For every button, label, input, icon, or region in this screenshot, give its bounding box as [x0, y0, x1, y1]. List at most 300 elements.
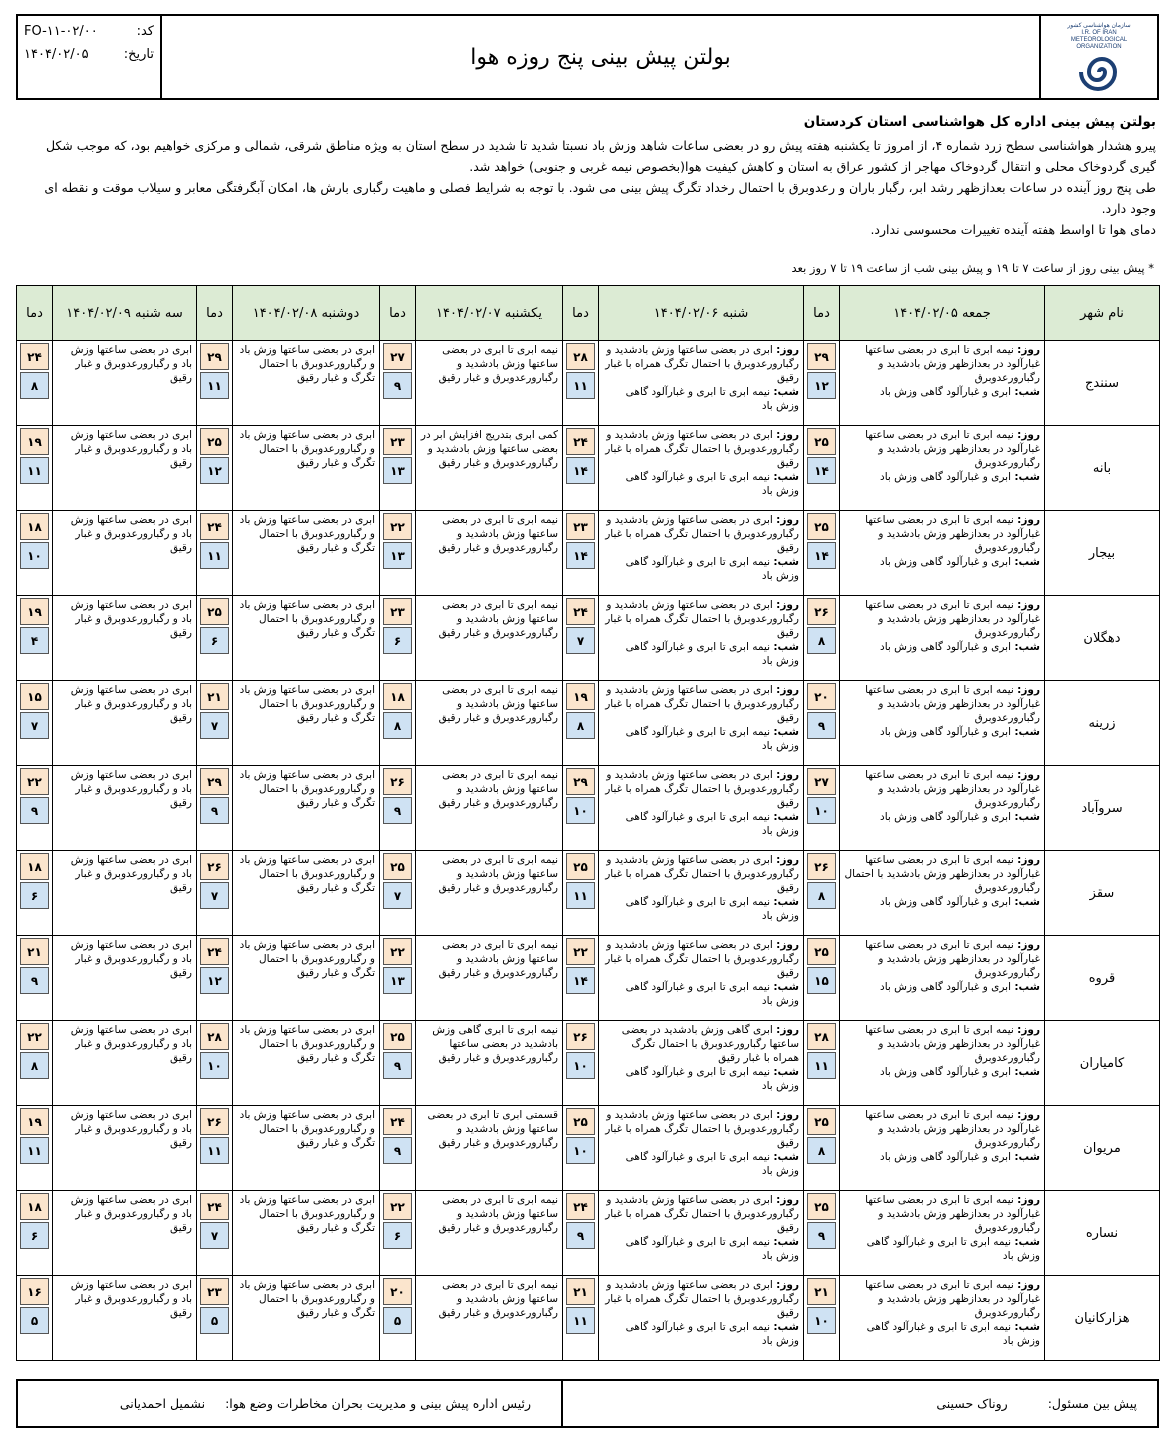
day-label: روز: [776, 344, 799, 356]
temp-cell [804, 851, 840, 936]
max-temp: ۲۴ [383, 1108, 412, 1135]
max-temp: ۱۹ [20, 1108, 49, 1135]
night-forecast: نیمه ابری تا ابری و غبارآلود گاهی وزش باد [625, 896, 799, 922]
min-temp: ۹ [383, 1052, 412, 1079]
forecast-cell: ابری در بعضی ساعتها وزش باد و رگبارورعدوبرق و غبار رقیق [53, 511, 197, 596]
day-label: روز: [1017, 1024, 1040, 1036]
min-temp: ۶ [383, 627, 412, 654]
head-box [18, 1381, 561, 1426]
table-row [17, 596, 1160, 681]
temp-cell [197, 851, 233, 936]
forecast-cell [599, 681, 804, 766]
max-temp: ۲۵ [807, 1108, 836, 1135]
min-temp: ۱۱ [200, 372, 229, 399]
max-temp: ۲۸ [566, 343, 595, 370]
forecaster-box [561, 1381, 1157, 1426]
city-name: نساره [1045, 1191, 1160, 1276]
forecast-cell: نیمه ابری تا ابری در بعضی ساعتها وزش بادشدید و رگبارورعدوبرق و غبار رقیق [416, 851, 563, 936]
day-header: شنبه ۱۴۰۴/۰۲/۰۶ [599, 286, 804, 341]
max-temp: ۱۸ [20, 1193, 49, 1220]
min-temp: ۱۴ [807, 457, 836, 484]
max-temp: ۲۵ [383, 853, 412, 880]
night-forecast: نیمه ابری تا ابری و غبارآلود گاهی وزش باد [625, 471, 799, 497]
forecast-cell: نیمه ابری تا ابری در بعضی ساعتها وزش بادشدید و رگبارورعدوبرق و غبار رقیق [416, 1276, 563, 1361]
temp-cell [197, 766, 233, 851]
forecast-cell [599, 1191, 804, 1276]
max-temp: ۲۶ [807, 598, 836, 625]
max-temp: ۲۲ [383, 1193, 412, 1220]
max-temp: ۲۵ [383, 1023, 412, 1050]
max-temp: ۱۶ [20, 1278, 49, 1305]
max-temp: ۲۵ [566, 853, 595, 880]
forecast-cell [840, 1106, 1045, 1191]
forecast-cell [599, 851, 804, 936]
city-name: کامیاران [1045, 1021, 1160, 1106]
day-label: روز: [1017, 1194, 1040, 1206]
max-temp: ۲۴ [566, 598, 595, 625]
max-temp: ۲۴ [566, 428, 595, 455]
night-forecast: ابری و غبارآلود گاهی وزش باد [880, 641, 1012, 653]
forecast-cell [840, 1021, 1045, 1106]
max-temp: ۲۲ [566, 938, 595, 965]
forecast-cell: کمی ابری بتدریج افزایش ابر در بعضی ساعتها وزش بادشدید و رگبارورعدوبرق و غبار رقیق [416, 426, 563, 511]
night-label: شب: [773, 1321, 799, 1333]
forecast-cell: ابری در بعضی ساعتها وزش باد و رگبارورعدوبرق و غبار رقیق [53, 426, 197, 511]
min-temp: ۱۴ [566, 967, 595, 994]
organization-logo [1041, 16, 1157, 98]
forecast-cell: ابری در بعضی ساعتها وزش باد و رگبارورعدوبرق با احتمال تگرگ و غبار رقیق [233, 1021, 380, 1106]
night-label: شب: [773, 981, 799, 993]
day-forecast: نیمه ابری تا ابری در بعضی ساعتها غبارآلود در بعدازظهر وزش بادشدید و رگبارورعدوبرق [865, 344, 1040, 384]
max-temp: ۱۹ [20, 428, 49, 455]
city-name: بانه [1045, 426, 1160, 511]
night-label: شب: [1014, 471, 1040, 483]
night-label: شب: [773, 641, 799, 653]
max-temp: ۲۶ [807, 853, 836, 880]
temp-cell [563, 1021, 599, 1106]
page-title: بولتن پیش بینی پنج روزه هوا [162, 16, 1041, 98]
max-temp: ۲۵ [200, 428, 229, 455]
forecast-table [16, 285, 1160, 1361]
temp-cell [563, 681, 599, 766]
day-label: روز: [1017, 429, 1040, 441]
forecast-cell: ابری در بعضی ساعتها وزش باد و رگبارورعدوبرق با احتمال تگرگ و غبار رقیق [233, 1276, 380, 1361]
min-temp: ۱۱ [200, 1137, 229, 1164]
forecast-cell [599, 766, 804, 851]
max-temp: ۲۲ [20, 1023, 49, 1050]
min-temp: ۱۳ [383, 967, 412, 994]
min-temp: ۱۲ [200, 457, 229, 484]
logo-text: سازمان هواشناسی کشور I.R. OF IRAN METEOROLOGICAL ORGANIZATION [1067, 23, 1131, 50]
day-forecast: نیمه ابری تا ابری در بعضی ساعتها غبارآلود در بعدازظهر وزش بادشدید و رگبارورعدوبرق [865, 599, 1040, 639]
min-temp: ۱۰ [566, 1052, 595, 1079]
min-temp: ۱۲ [807, 372, 836, 399]
day-label: روز: [776, 684, 799, 696]
min-temp: ۱۰ [807, 797, 836, 824]
night-label: شب: [773, 726, 799, 738]
temp-cell [380, 511, 416, 596]
temp-cell [380, 1276, 416, 1361]
min-temp: ۶ [200, 627, 229, 654]
max-temp: ۱۵ [20, 683, 49, 710]
min-temp: ۹ [566, 1222, 595, 1249]
forecast-cell [840, 936, 1045, 1021]
temp-header: دما [380, 286, 416, 341]
night-forecast: نیمه ابری تا ابری و غبارآلود گاهی وزش باد [866, 1321, 1040, 1347]
max-temp: ۱۸ [20, 513, 49, 540]
max-temp: ۱۹ [20, 598, 49, 625]
day-label: روز: [776, 1109, 799, 1121]
temp-cell [197, 936, 233, 1021]
day-label: روز: [776, 854, 799, 866]
forecast-cell: نیمه ابری تا ابری در بعضی ساعتها وزش بادشدید و رگبارورعدوبرق و غبار رقیق [416, 341, 563, 426]
min-temp: ۱۰ [200, 1052, 229, 1079]
forecast-cell [840, 1191, 1045, 1276]
min-temp: ۵ [200, 1307, 229, 1334]
night-forecast: نیمه ابری تا ابری و غبارآلود گاهی وزش باد [625, 556, 799, 582]
min-temp: ۱۲ [200, 967, 229, 994]
day-header: جمعه ۱۴۰۴/۰۲/۰۵ [840, 286, 1045, 341]
day-label: روز: [776, 1024, 799, 1036]
max-temp: ۲۵ [807, 1193, 836, 1220]
min-temp: ۱۱ [200, 542, 229, 569]
max-temp: ۲۳ [383, 428, 412, 455]
max-temp: ۲۲ [383, 513, 412, 540]
max-temp: ۲۷ [383, 343, 412, 370]
day-forecast: ابری در بعضی ساعتها وزش بادشدید و رگبارورعدوبرق با احتمال تگرگ همراه با غبار رقیق [605, 344, 799, 384]
day-label: روز: [1017, 344, 1040, 356]
bulletin-header [16, 14, 1159, 100]
min-temp: ۷ [200, 712, 229, 739]
temp-cell [17, 1106, 53, 1191]
forecast-cell: ابری در بعضی ساعتها وزش باد و رگبارورعدوبرق با احتمال تگرگ و غبار رقیق [233, 681, 380, 766]
temp-cell [17, 1191, 53, 1276]
min-temp: ۹ [383, 372, 412, 399]
max-temp: ۲۳ [200, 1278, 229, 1305]
day-label: روز: [776, 514, 799, 526]
temp-cell [380, 341, 416, 426]
forecast-cell [599, 1106, 804, 1191]
city-name: بیجار [1045, 511, 1160, 596]
night-label: شب: [1014, 1066, 1040, 1078]
forecast-cell: ابری در بعضی ساعتها وزش باد و رگبارورعدوبرق با احتمال تگرگ و غبار رقیق [233, 851, 380, 936]
min-temp: ۹ [383, 797, 412, 824]
temp-cell [563, 426, 599, 511]
temp-cell [380, 1106, 416, 1191]
max-temp: ۲۱ [566, 1278, 595, 1305]
forecast-cell [840, 341, 1045, 426]
table-row [17, 511, 1160, 596]
temp-cell [804, 596, 840, 681]
forecast-cell [840, 596, 1045, 681]
max-temp: ۲۲ [20, 768, 49, 795]
intro-heading: بولتن پیش بینی اداره کل هواشناسی استان کردستان [803, 114, 1156, 130]
min-temp: ۱۱ [566, 372, 595, 399]
day-forecast: ابری در بعضی ساعتها وزش بادشدید و رگبارورعدوبرق با احتمال تگرگ همراه با غبار رقیق [605, 599, 799, 639]
table-row [17, 426, 1160, 511]
night-label: شب: [773, 556, 799, 568]
table-row [17, 341, 1160, 426]
temp-cell [563, 766, 599, 851]
max-temp: ۲۷ [807, 768, 836, 795]
max-temp: ۲۵ [807, 938, 836, 965]
forecast-cell: ابری در بعضی ساعتها وزش باد و رگبارورعدوبرق و غبار رقیق [53, 936, 197, 1021]
forecaster-name: روناک حسینی [936, 1396, 1008, 1411]
temp-cell [804, 681, 840, 766]
table-row [17, 1106, 1160, 1191]
forecast-cell: نیمه ابری تا ابری در بعضی ساعتها وزش بادشدید و رگبارورعدوبرق و غبار رقیق [416, 766, 563, 851]
max-temp: ۲۳ [383, 598, 412, 625]
night-forecast: ابری و غبارآلود گاهی وزش باد [880, 981, 1012, 993]
min-temp: ۱۵ [807, 967, 836, 994]
forecast-cell: ابری در بعضی ساعتها وزش باد و رگبارورعدوبرق و غبار رقیق [53, 1276, 197, 1361]
min-temp: ۶ [20, 1222, 49, 1249]
intro-paragraph-3: دمای هوا تا اواسط هفته آینده تغییرات محسوسی ندارد. [870, 222, 1156, 237]
forecast-cell: ابری در بعضی ساعتها وزش باد و رگبارورعدوبرق با احتمال تگرگ و غبار رقیق [233, 341, 380, 426]
max-temp: ۲۴ [200, 513, 229, 540]
table-row [17, 1021, 1160, 1106]
forecast-cell [840, 511, 1045, 596]
forecast-cell: ابری در بعضی ساعتها وزش باد و رگبارورعدوبرق و غبار رقیق [53, 851, 197, 936]
night-label: شب: [1014, 1151, 1040, 1163]
night-forecast: ابری و غبارآلود گاهی وزش باد [880, 726, 1012, 738]
temp-cell [563, 1191, 599, 1276]
city-name: هزارکانیان [1045, 1276, 1160, 1361]
forecast-cell [840, 766, 1045, 851]
temp-cell [197, 681, 233, 766]
temp-cell [563, 596, 599, 681]
min-temp: ۸ [807, 882, 836, 909]
night-forecast: نیمه ابری تا ابری و غبارآلود گاهی وزش باد [625, 1066, 799, 1092]
forecaster-label: پیش بین مسئول: [1047, 1396, 1137, 1411]
night-forecast: ابری و غبارآلود گاهی وزش باد [880, 471, 1012, 483]
night-label: شب: [1014, 981, 1040, 993]
night-forecast: نیمه ابری تا ابری و غبارآلود گاهی وزش باد [625, 1236, 799, 1262]
forecast-cell: ابری در بعضی ساعتها وزش باد و رگبارورعدوبرق با احتمال تگرگ و غبار رقیق [233, 766, 380, 851]
temp-cell [197, 1106, 233, 1191]
temp-cell [804, 1191, 840, 1276]
temp-cell [17, 596, 53, 681]
min-temp: ۱۴ [807, 542, 836, 569]
day-header: یکشنبه ۱۴۰۴/۰۲/۰۷ [416, 286, 563, 341]
forecast-cell: ابری در بعضی ساعتها وزش باد و رگبارورعدوبرق و غبار رقیق [53, 341, 197, 426]
temp-cell [380, 426, 416, 511]
min-temp: ۱۴ [566, 457, 595, 484]
max-temp: ۲۴ [200, 938, 229, 965]
night-forecast: ابری و غبارآلود گاهی وزش باد [880, 556, 1012, 568]
temp-cell [804, 1276, 840, 1361]
city-name: مریوان [1045, 1106, 1160, 1191]
forecast-cell: ابری در بعضی ساعتها وزش باد و رگبارورعدوبرق و غبار رقیق [53, 1106, 197, 1191]
max-temp: ۲۲ [383, 938, 412, 965]
forecast-cell [599, 341, 804, 426]
intro-paragraph-2: طی پنج روز آینده در ساعات بعدازظهر رشد ابر، رگبار باران و رعدوبرق با احتمال رخداد تگرگ پیش بینی می شود. با توجه به شرایط فصلی و ماهیت رگباری بارش ها، امکان آبگرفتگی معابر و سیلاب موقت و نقطه ای وجود دارد. [44, 180, 1156, 216]
night-label: شب: [773, 471, 799, 483]
day-label: روز: [776, 599, 799, 611]
forecast-cell: نیمه ابری تا ابری در بعضی ساعتها وزش بادشدید و رگبارورعدوبرق و غبار رقیق [416, 511, 563, 596]
forecast-cell: ابری در بعضی ساعتها وزش باد و رگبارورعدوبرق با احتمال تگرگ و غبار رقیق [233, 1106, 380, 1191]
day-forecast: ابری در بعضی ساعتها وزش بادشدید و رگبارورعدوبرق با احتمال تگرگ همراه با غبار رقیق [605, 769, 799, 809]
max-temp: ۲۵ [807, 428, 836, 455]
day-header: سه شنبه ۱۴۰۴/۰۲/۰۹ [53, 286, 197, 341]
temp-cell [197, 426, 233, 511]
min-temp: ۱۱ [20, 457, 49, 484]
max-temp: ۲۳ [566, 513, 595, 540]
forecast-cell: قسمتی ابری تا ابری در بعضی ساعتها وزش بادشدید و رگبارورعدوبرق و غبار رقیق [416, 1106, 563, 1191]
code-label: کد: [136, 24, 154, 39]
night-label: شب: [773, 1236, 799, 1248]
min-temp: ۱۳ [383, 542, 412, 569]
temp-cell [17, 936, 53, 1021]
temp-cell [563, 511, 599, 596]
city-name: زرینه [1045, 681, 1160, 766]
day-label: روز: [1017, 854, 1040, 866]
day-forecast: نیمه ابری تا ابری در بعضی ساعتها غبارآلود در بعدازظهر وزش بادشدید و رگبارورعدوبرق [865, 1109, 1040, 1149]
temp-cell [804, 936, 840, 1021]
max-temp: ۲۴ [20, 343, 49, 370]
night-label: شب: [1014, 641, 1040, 653]
day-label: روز: [1017, 939, 1040, 951]
night-forecast: نیمه ابری تا ابری و غبارآلود گاهی وزش باد [625, 1321, 799, 1347]
max-temp: ۲۹ [566, 768, 595, 795]
temp-cell [17, 766, 53, 851]
temp-cell [380, 766, 416, 851]
forecast-cell: ابری در بعضی ساعتها وزش باد و رگبارورعدوبرق و غبار رقیق [53, 766, 197, 851]
forecast-cell: ابری در بعضی ساعتها وزش باد و رگبارورعدوبرق و غبار رقیق [53, 681, 197, 766]
min-temp: ۷ [200, 1222, 229, 1249]
temp-cell [804, 341, 840, 426]
min-temp: ۱۰ [807, 1307, 836, 1334]
forecast-cell: نیمه ابری تا ابری در بعضی ساعتها وزش بادشدید و رگبارورعدوبرق و غبار رقیق [416, 1191, 563, 1276]
night-forecast: ابری و غبارآلود گاهی وزش باد [880, 1151, 1012, 1163]
temp-cell [197, 1276, 233, 1361]
temp-cell [563, 1106, 599, 1191]
head-label: رئیس اداره پیش بینی و مدیریت بحران مخاطرات وضع هوا: [225, 1396, 531, 1411]
forecast-cell [599, 596, 804, 681]
min-temp: ۹ [383, 1137, 412, 1164]
min-temp: ۹ [20, 967, 49, 994]
document-code-box [18, 16, 162, 98]
forecast-cell: ابری در بعضی ساعتها وزش باد و رگبارورعدوبرق با احتمال تگرگ و غبار رقیق [233, 511, 380, 596]
temp-cell [17, 1021, 53, 1106]
night-label: شب: [1014, 726, 1040, 738]
min-temp: ۱۱ [20, 1137, 49, 1164]
max-temp: ۲۵ [807, 513, 836, 540]
forecast-cell [599, 511, 804, 596]
forecast-cell: ابری در بعضی ساعتها وزش باد و رگبارورعدوبرق با احتمال تگرگ و غبار رقیق [233, 936, 380, 1021]
min-temp: ۴ [20, 627, 49, 654]
table-row [17, 1191, 1160, 1276]
min-temp: ۸ [383, 712, 412, 739]
min-temp: ۶ [20, 882, 49, 909]
temp-cell [380, 936, 416, 1021]
min-temp: ۷ [20, 712, 49, 739]
intro-paragraph-1: پیرو هشدار هواشناسی سطح زرد شماره ۴، از امروز تا یکشنبه هفته پیش رو در بعضی ساعات شاهد وزش باد نسبتا شدید تا شدید در سطح استان به ویژه مناطق شرقی، شمالی و مرکزی خواهیم بود، که موجب شکل گیری گردوخاک محلی و انتقال گردوخاک مهاجر از کشور عراق به استان و کاهش کیفیت هوا(بخصوص نیمه غربی و جنوبی) خواهد شد. [45, 138, 1156, 174]
temp-cell [380, 851, 416, 936]
day-forecast: ابری در بعضی ساعتها وزش بادشدید و رگبارورعدوبرق با احتمال تگرگ همراه با غبار رقیق [605, 939, 799, 979]
min-temp: ۵ [383, 1307, 412, 1334]
min-temp: ۷ [566, 627, 595, 654]
min-temp: ۹ [807, 712, 836, 739]
forecast-cell [599, 426, 804, 511]
table-row [17, 681, 1160, 766]
max-temp: ۲۴ [200, 1193, 229, 1220]
night-label: شب: [1014, 896, 1040, 908]
temp-cell [197, 1021, 233, 1106]
max-temp: ۲۸ [200, 1023, 229, 1050]
day-forecast: نیمه ابری تا ابری در بعضی ساعتها غبارآلود در بعدازظهر وزش بادشدید با احتمال رگبارورعدوبرق [844, 854, 1040, 894]
night-label: شب: [1014, 811, 1040, 823]
temp-cell [804, 511, 840, 596]
max-temp: ۲۵ [566, 1108, 595, 1135]
night-forecast: نیمه ابری تا ابری و غبارآلود گاهی وزش باد [625, 386, 799, 412]
temp-cell [563, 851, 599, 936]
min-temp: ۸ [20, 1052, 49, 1079]
min-temp: ۹ [200, 797, 229, 824]
intro-section [16, 112, 1156, 240]
min-temp: ۷ [200, 882, 229, 909]
temp-cell [563, 341, 599, 426]
temp-cell [197, 511, 233, 596]
day-forecast: ابری گاهی وزش بادشدید در بعضی ساعتها رگبارورعدوبرق با احتمال تگرگ همراه با غبار رقیق [621, 1024, 799, 1064]
city-name: دهگلان [1045, 596, 1160, 681]
night-forecast: ابری و غبارآلود گاهی وزش باد [880, 896, 1012, 908]
city-name: سنندج [1045, 341, 1160, 426]
forecast-time-note: * پیش بینی روز از ساعت ۷ تا ۱۹ و پیش بینی شب از ساعت ۱۹ تا ۷ روز بعد [791, 261, 1154, 275]
table-row [17, 1276, 1160, 1361]
day-forecast: نیمه ابری تا ابری در بعضی ساعتها غبارآلود در بعدازظهر وزش بادشدید و رگبارورعدوبرق [865, 514, 1040, 554]
night-forecast: نیمه ابری تا ابری و غبارآلود گاهی وزش باد [625, 811, 799, 837]
temp-cell [804, 1106, 840, 1191]
max-temp: ۲۹ [200, 343, 229, 370]
max-temp: ۲۵ [200, 598, 229, 625]
forecast-cell: نیمه ابری تا ابری در بعضی ساعتها وزش بادشدید و رگبارورعدوبرق و غبار رقیق [416, 681, 563, 766]
table-row [17, 766, 1160, 851]
temp-cell [17, 511, 53, 596]
signature-footer [16, 1379, 1159, 1428]
day-label: روز: [1017, 1109, 1040, 1121]
night-forecast: نیمه ابری تا ابری و غبارآلود گاهی وزش باد [625, 981, 799, 1007]
day-forecast: ابری در بعضی ساعتها وزش بادشدید و رگبارورعدوبرق با احتمال تگرگ همراه با غبار رقیق [605, 854, 799, 894]
temp-cell [17, 851, 53, 936]
temp-cell [563, 1276, 599, 1361]
max-temp: ۲۰ [807, 683, 836, 710]
night-forecast: ابری و غبارآلود گاهی وزش باد [880, 386, 1012, 398]
temp-cell [804, 426, 840, 511]
temp-header: دما [17, 286, 53, 341]
day-forecast: نیمه ابری تا ابری در بعضی ساعتها غبارآلود در بعدازظهر وزش بادشدید و رگبارورعدوبرق [865, 1024, 1040, 1064]
min-temp: ۹ [807, 1222, 836, 1249]
temp-cell [17, 1276, 53, 1361]
code-value: FO-۱۱-۰۲/۰۰ [24, 24, 98, 39]
forecast-cell: ابری در بعضی ساعتها وزش باد و رگبارورعدوبرق با احتمال تگرگ و غبار رقیق [233, 1191, 380, 1276]
table-row [17, 936, 1160, 1021]
forecast-cell: نیمه ابری تا ابری در بعضی ساعتها وزش بادشدید و رگبارورعدوبرق و غبار رقیق [416, 596, 563, 681]
min-temp: ۸ [566, 712, 595, 739]
temp-cell [804, 766, 840, 851]
night-forecast: ابری و غبارآلود گاهی وزش باد [880, 1066, 1012, 1078]
max-temp: ۲۱ [807, 1278, 836, 1305]
temp-cell [197, 596, 233, 681]
temp-cell [17, 426, 53, 511]
date-label: تاریخ: [123, 47, 154, 62]
day-forecast: نیمه ابری تا ابری در بعضی ساعتها غبارآلود در بعدازظهر وزش بادشدید و رگبارورعدوبرق [865, 429, 1040, 469]
temp-cell [17, 681, 53, 766]
max-temp: ۲۶ [566, 1023, 595, 1050]
day-label: روز: [776, 1279, 799, 1291]
temp-cell [804, 1021, 840, 1106]
day-forecast: ابری در بعضی ساعتها وزش بادشدید و رگبارورعدوبرق با احتمال تگرگ همراه با غبار رقیق [605, 1279, 799, 1319]
